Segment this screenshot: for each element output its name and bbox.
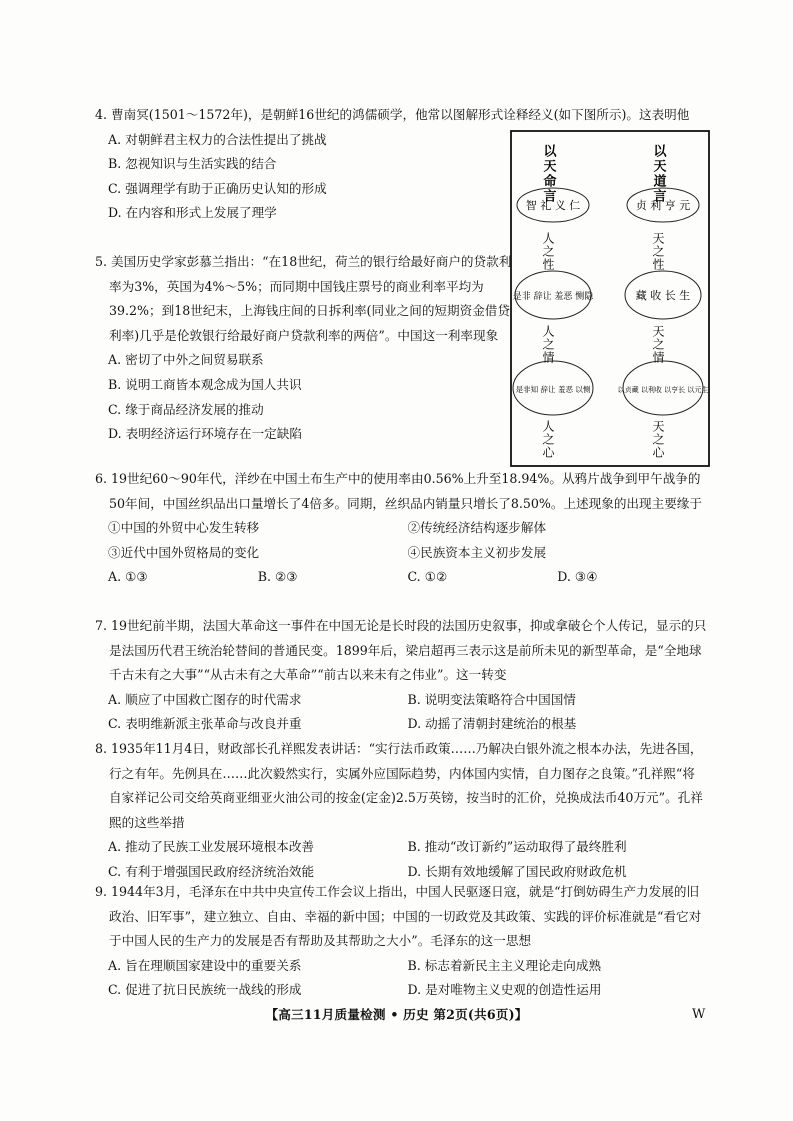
- diagram-left-emotions: 是非 辞让 羞恶 恻隐: [512, 292, 594, 302]
- diagram-left-bottom-row: 是非知 辞让 羞恶 以恻: [515, 385, 591, 394]
- diagram-right-bottom-row: 以贞藏 以利收 以亨长 以元生: [617, 386, 709, 394]
- option-c: C. 有利于增强国民政府经济统治效能: [108, 863, 315, 879]
- option-c: C. 缘于商品经济发展的推动: [108, 401, 264, 417]
- question-9: [95, 880, 707, 1003]
- diagram-right-emotions: 藏 收 长 生: [635, 289, 691, 302]
- question-stem: 4. 曹南冥(1501～1572年)，是朝鲜16世纪的鸿儒硕学，他常以图解形式诠释经义(如下图所示)。这表明他: [95, 107, 690, 122]
- statement-2: ②传统经济结构逐步解体: [407, 520, 547, 536]
- question-stem: 8. 1935年11月4日，财政部长孔祥熙发表讲话：“实行法币政策……乃解决白银外流之根本办法，先进各国，行之有年。先例具在……此次毅然实行，实属外应国际趋势，内体国内实情，自力图存之良策。”孔祥熙“将自家祥记公司交给英商亚细亚火油公司的按金(定金)2.5万英镑，按当时的汇价，兑换成法币40万元”。孔祥熙的这些举措: [95, 741, 703, 830]
- option-b: B. 说明变法策略符合中国国情: [407, 691, 576, 707]
- diagram-right-feelings: 天之情: [651, 325, 665, 364]
- statement-row: [95, 541, 707, 566]
- diagram-right-virtues: 贞 利 亨 元: [635, 199, 691, 212]
- option-d: D. 动摇了清朝封建统治的根基: [407, 716, 577, 732]
- question-stem: 6. 19世纪60～90年代，洋纱在中国土布生产中的使用率由0.56%上升至18.94%。从鸦片战争到甲午战争的50年间，中国丝织品出口量增长了4倍多。同期，丝织品内销量只增长了8.50%。上述现象的出现主要缘于: [95, 471, 702, 511]
- option-c: C. 表明维新派主张革命与改良并重: [108, 716, 302, 732]
- statement-3: ③近代中国外贸格局的变化: [108, 544, 260, 560]
- question-6: [95, 467, 707, 590]
- diagram-right-nature: 天之性: [651, 232, 665, 271]
- options-row: [95, 688, 707, 713]
- option-a: A. ①③: [108, 569, 148, 585]
- diagram-left-mind: 人之心: [541, 420, 555, 459]
- option-c: C. ①②: [407, 569, 448, 585]
- question-stem: 7. 19世纪前半期，法国大革命这一事件在中国无论是长时段的法国历史叙事，抑或拿破仑个人传记，显示的只是法国历代君王统治轮替间的普通民变。1899年后，梁启超再三表示这是前所未见的新型革命，是“全地球千古未有之大事”“从古未有之大革命”“前古以来未有之伟业”。这一转变: [95, 618, 707, 683]
- option-b: B. 说明工商皆本观念成为国人共识: [108, 376, 302, 392]
- option-d: D. 表明经济运行环境存在一定缺陷: [108, 426, 302, 442]
- diagram-left-nature: 人之性: [541, 232, 555, 271]
- options-row: [95, 565, 707, 590]
- option-b: B. ②③: [257, 569, 298, 585]
- statement-1: ①中国的外贸中心发生转移: [108, 520, 260, 536]
- option-b: B. 忽视知识与生活实践的结合: [108, 156, 277, 172]
- options-row: [95, 712, 707, 737]
- question-7: [95, 614, 707, 737]
- diagram-right-mind: 天之心: [651, 420, 665, 459]
- option-d: D. ③④: [557, 569, 598, 585]
- option-a: A. 对朝鲜君主权力的合法性提出了挑战: [108, 131, 327, 147]
- statement-4: ④民族资本主义初步发展: [407, 544, 547, 560]
- option-d: D. 是对唯物主义史观的创造性运用: [407, 982, 602, 998]
- option-a: A. 旨在理顺国家建设中的重要关系: [108, 957, 302, 973]
- question-5: [95, 250, 707, 447]
- page-footer: 【高三11月质量检测 • 历史 第2页(共6页)】: [265, 1007, 528, 1022]
- footer-mark: W: [692, 1007, 706, 1022]
- question-stem: 9. 1944年3月，毛泽东在中共中央宣传工作会议上指出，中国人民驱逐日寇，就是“打倒妨碍生产力发展的旧政治、旧军事”，建立独立、自由、幸福的新中国；中国的一切政党及其政策、实践的评价标准就是“看它对于中国人民的生产力的发展是否有帮助及其帮助之大小”。毛泽东的这一思想: [95, 884, 702, 949]
- diagram-left-virtues: 智 礼 义 仁: [525, 199, 581, 212]
- options-row: [95, 954, 707, 979]
- diagram-right-top: 以天道言: [650, 144, 666, 204]
- option-a: A. 推动了民族工业发展环境根本改善: [108, 839, 315, 855]
- options-row: [95, 978, 707, 1003]
- diagram-left-feelings: 人之情: [541, 325, 555, 364]
- diagram-left-top: 以天命言: [540, 144, 556, 204]
- question-8: [95, 737, 707, 885]
- option-b: B. 标志着新民主主义理论走向成熟: [407, 957, 602, 973]
- question-stem: 5. 美国历史学家彭慕兰指出：“在18世纪，荷兰的银行给最好商户的贷款利率为3%，英国为4%～5%；而同期中国钱庄票号的商业利率平均为39.2%；到18世纪末，上海钱庄间的日拆利率(同业之间的短期资金借贷利率)几乎是伦敦银行给最好商户贷款利率的两倍”。中国这一利率现象: [95, 254, 512, 343]
- option-a: A. 密切了中外之间贸易联系: [108, 352, 264, 368]
- option-a: A. 顺应了中国救亡图存的时代需求: [108, 691, 302, 707]
- option-b: B. 推动“改订新约”运动取得了最终胜利: [407, 839, 627, 855]
- statement-row: [95, 516, 707, 541]
- option-c: C. 促进了抗日民族统一战线的形成: [108, 982, 302, 998]
- option-d: D. 在内容和形式上发展了理学: [108, 205, 277, 221]
- option-c: C. 强调理学有助于正确历史认知的形成: [108, 180, 327, 196]
- options-row: [95, 835, 707, 860]
- option-d: D. 长期有效地缓解了国民政府财政危机: [407, 863, 627, 879]
